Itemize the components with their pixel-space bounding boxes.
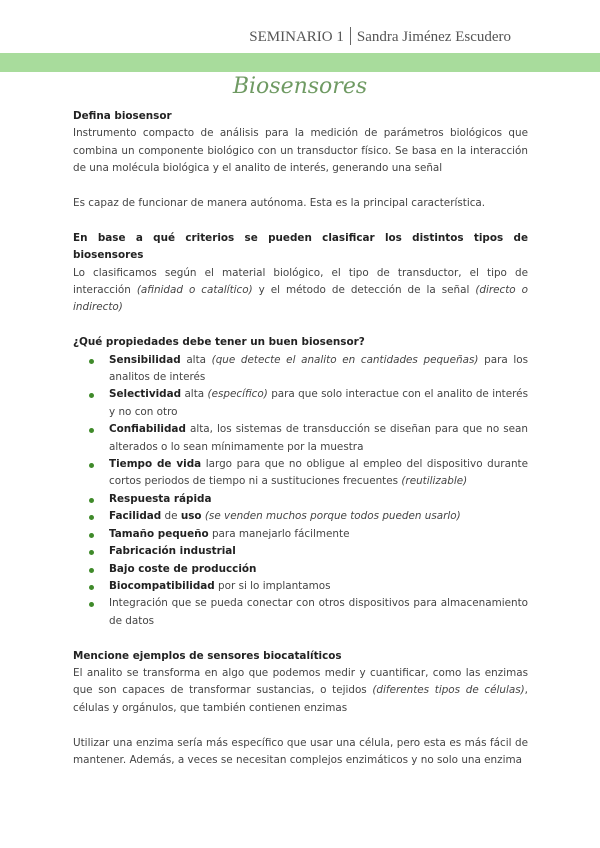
paragraph: Utilizar una enzima sería más específico que usar una célula, pero esta es más fácil de mantener. Además, a veces se necesitan complejos enzimáticos y no solo una enzima [73,736,528,766]
paragraph: El analito se transforma en algo que podemos medir y cuantificar, como las enzimas que son capaces de transformar sustancias, o tejidos (diferentes tipos de células), células y orgánulos, que también contienen enzimas [73,666,528,714]
paragraph: Instrumento compacto de análisis para la medición de parámetros biológicos que combina un componente biológico con un transductor físico. Se basa en la interacción de una molécula biológica y el analito de interés, generando una señal [73,127,528,175]
list-item: Tamaño pequeño para manejarlo fácilmente [109,526,528,543]
page-header [249,27,511,46]
list-item: Selectividad alta (específico) para que solo interactue con el analito de interés y no con otro [109,386,528,421]
section-heading: Mencione ejemplos de sensores biocatalíticos [73,649,342,662]
page-title: Biosensores [232,74,368,99]
list-item: Facilidad de uso (se venden muchos porque todos pueden usarlo) [109,508,528,525]
author-name: Sandra Jiménez Escudero [356,29,511,45]
section-heading: Defina biosensor [73,110,172,122]
list-item: Fabricación industrial [109,543,528,560]
paragraph: Es capaz de funcionar de manera autónoma. Esta es la principal característica. [73,197,486,210]
paragraph: Lo clasificamos según el material biológico, el tipo de transductor, el tipo de interacción (afinidad o catalítico) y el método de detección de la señal (directo o indirecto) [73,266,528,314]
list-item: Bajo coste de producción [109,561,528,578]
header-band [0,53,600,72]
list-item: Respuesta rápida [109,491,528,508]
list-item: Integración que se pueda conectar con otros dispositivos para almacenamiento de datos [109,595,528,630]
section-heading: En base a qué criterios se pueden clasificar los distintos tipos de biosensores [73,231,528,262]
list-item: Confiabilidad alta, los sistemas de transducción se diseñan para que no sean alterados o lo sean mínimamente por la muestra [109,421,528,456]
section-heading: ¿Qué propiedades debe tener un buen biosensor? [73,336,365,349]
seminar-label: SEMINARIO 1 [249,29,344,45]
properties-list [73,352,528,631]
header-divider [350,27,351,45]
list-item: Tiempo de vida largo para que no obligue al empleo del dispositivo durante cortos periodos de tiempo ni a sustituciones frecuentes (reutilizable) [109,456,528,491]
list-item: Biocompatibilidad por si lo implantamos [109,578,528,595]
document-body [73,108,528,769]
list-item: Sensibilidad alta (que detecte el analito en cantidades pequeñas) para los analitos de interés [109,352,528,387]
